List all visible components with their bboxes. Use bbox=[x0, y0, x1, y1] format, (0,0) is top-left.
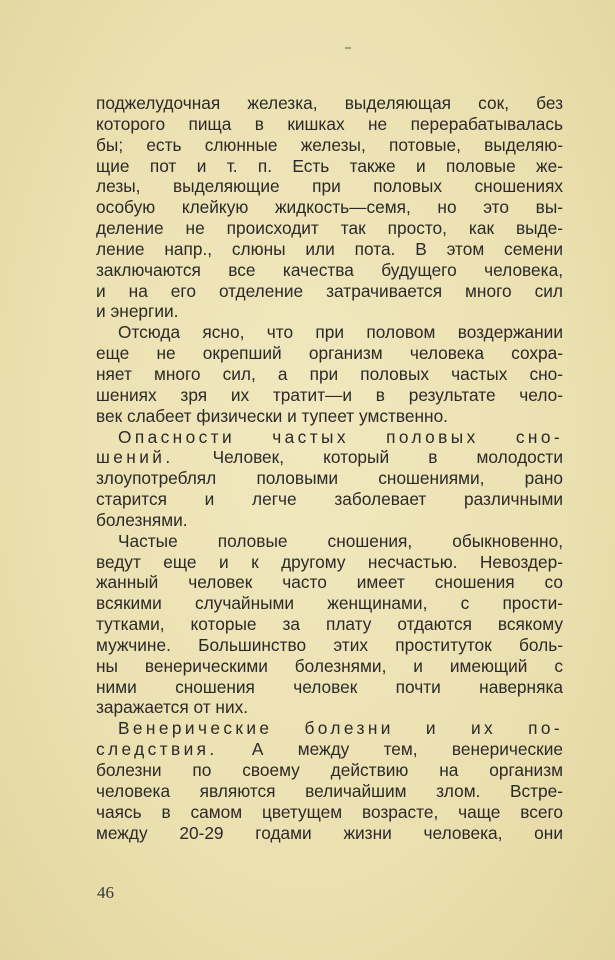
text-line: заражается от них. bbox=[96, 697, 249, 718]
text-line: особую клейкую жидкость—семя, но это вы- bbox=[96, 197, 563, 218]
text-line: чаясь в самом цветущем возрасте, чаще всего bbox=[96, 801, 563, 822]
text-line: злоупотреблял половыми сношениями, рано bbox=[96, 468, 563, 489]
text-fragment: А между тем, венерические bbox=[251, 739, 563, 760]
text-line bbox=[96, 447, 563, 468]
text-line: поджелудочная железка, выделяющая сок, без bbox=[96, 93, 563, 113]
text-line: ведут еще и к другому несчастью. Невоздер- bbox=[96, 551, 563, 572]
text-line: между 20-29 годами жизни человека, они bbox=[96, 822, 563, 843]
text-line: болезнями. bbox=[96, 509, 188, 530]
section-heading-tail: шений. bbox=[96, 447, 174, 468]
text-fragment: Человек, который в молодости bbox=[212, 447, 563, 468]
section-heading-line: Венерические болезни и их по- bbox=[118, 718, 563, 739]
text-line: еще не окрепший организм человека сохра- bbox=[96, 343, 563, 364]
text-line: Частые половые сношения, обыкновенно, bbox=[118, 530, 563, 551]
print-speck bbox=[345, 47, 351, 49]
text-line: лезы, выделяющие при половых сношениях bbox=[96, 176, 563, 197]
text-line: ними сношения человек почти наверняка bbox=[96, 676, 563, 697]
body-text bbox=[96, 93, 563, 843]
text-line: век слабеет физически и тупеет умственно. bbox=[96, 405, 448, 426]
text-line: жанный человек часто имеет сношения со bbox=[96, 572, 563, 593]
text-line: болезни по своему действию на организм bbox=[96, 760, 563, 780]
text-line: старится и легче заболевает различными bbox=[96, 489, 563, 510]
text-line: мужчине. Большинство этих проституток боль- bbox=[96, 634, 563, 655]
page-number: 46 bbox=[97, 883, 114, 902]
text-line: тутками, которые за плату отдаются всякому bbox=[96, 614, 563, 635]
text-line: заключаются все качества будущего человека, bbox=[96, 259, 563, 280]
section-heading-line: Опасности частых половых сно- bbox=[118, 426, 563, 447]
text-line: и на его отделение затрачивается много сил bbox=[96, 280, 563, 301]
section-heading-tail: следствия. bbox=[96, 739, 218, 760]
text-line: деление не происходит так просто, как выде- bbox=[96, 218, 563, 239]
text-line: Отсюда ясно, что при половом воздержании bbox=[118, 322, 563, 343]
text-line: щие пот и т. п. Есть также и половые же- bbox=[96, 155, 563, 176]
text-line: ны венерическими болезнями, и имеющий с bbox=[96, 655, 563, 676]
text-line: которого пища в кишках не перерабатывалась bbox=[96, 113, 563, 134]
text-line: бы; есть слюнные железы, потовые, выделяю- bbox=[96, 134, 563, 155]
text-line: шениях зря их тратит—и в результате чело- bbox=[96, 384, 563, 405]
text-line: няет много сил, а при половых частых сно- bbox=[96, 363, 563, 384]
text-line bbox=[96, 739, 563, 760]
text-line: ление напр., слюны или пота. В этом семени bbox=[96, 238, 563, 259]
text-line: всякими случайными женщинами, с прости- bbox=[96, 593, 563, 614]
text-line: человека являются величайшим злом. Встре- bbox=[96, 780, 563, 801]
text-line: и энергии. bbox=[96, 301, 179, 322]
